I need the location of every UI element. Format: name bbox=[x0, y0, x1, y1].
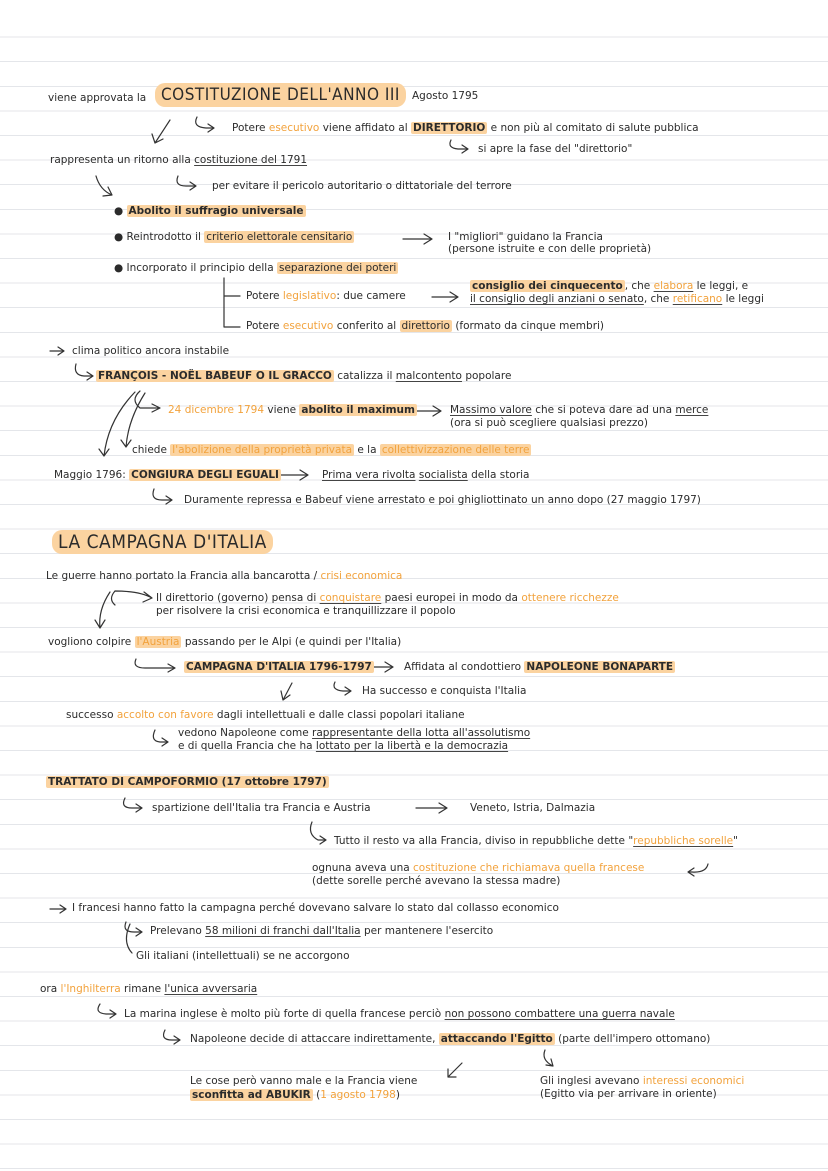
text: ognuna aveva una bbox=[312, 862, 410, 874]
egypt-line bbox=[190, 1033, 710, 1046]
highlight: abolito il maximum bbox=[301, 404, 415, 416]
defeat-line: Le cose però vanno male e la Francia viene bbox=[190, 1075, 418, 1087]
partition-line: spartizione dell'Italia tra Francia e Austria bbox=[152, 802, 371, 814]
text: repubbliche sorelle bbox=[633, 835, 734, 847]
text: costituzione del 1791 bbox=[194, 154, 308, 166]
text: Maggio 1796: bbox=[54, 469, 126, 481]
egypt-route: (Egitto via per arrivare in oriente) bbox=[540, 1088, 717, 1100]
council-500 bbox=[470, 280, 748, 293]
french-reason: I francesi hanno fatto la campagna perché dovevano salvare lo stato dal collasso economico bbox=[72, 902, 559, 914]
text: Potere bbox=[246, 290, 280, 302]
section-title-italy: LA CAMPAGNA D'ITALIA bbox=[52, 530, 273, 554]
text: (formato da cinque membri) bbox=[455, 320, 605, 332]
highlight: NAPOLEONE BONAPARTE bbox=[526, 661, 674, 673]
text: Incorporato il principio della bbox=[126, 262, 274, 274]
francs-line bbox=[150, 925, 493, 938]
directory-phase: si apre la fase del "direttorio" bbox=[478, 143, 633, 155]
text: esecutivo bbox=[268, 122, 320, 134]
austria-line bbox=[48, 636, 401, 649]
text: chiede bbox=[132, 444, 167, 456]
text: popolare bbox=[465, 370, 512, 382]
text: elabora bbox=[653, 280, 694, 292]
highlight: collettivizzazione delle terre bbox=[381, 444, 530, 456]
text: Massimo valore bbox=[450, 404, 532, 416]
text: legislativo bbox=[282, 290, 337, 302]
text: Prelevano bbox=[150, 925, 202, 937]
text: 24 dicembre 1794 bbox=[168, 404, 265, 416]
first-revolt bbox=[322, 469, 530, 482]
text: 1 agosto 1798 bbox=[320, 1089, 396, 1101]
napoleon-view bbox=[178, 727, 530, 740]
text: della storia bbox=[471, 469, 530, 481]
highlight: consiglio dei cinquecento bbox=[472, 280, 623, 292]
directory-plan bbox=[156, 592, 619, 605]
text: e di quella Francia che ha bbox=[178, 740, 313, 752]
text: ( bbox=[316, 1089, 321, 1101]
italians-notice: Gli italiani (intellettuali) se ne accorgono bbox=[136, 950, 350, 962]
text: catalizza il bbox=[337, 370, 393, 382]
welcomed-line bbox=[66, 709, 465, 722]
text: Gli inglesi avevano bbox=[540, 1075, 640, 1087]
text: , che bbox=[643, 293, 670, 305]
text: interessi economici bbox=[642, 1075, 745, 1087]
highlight: DIRETTORIO bbox=[413, 122, 486, 134]
highlight: direttorio bbox=[401, 320, 450, 332]
executive-line bbox=[232, 122, 699, 135]
text: successo bbox=[66, 709, 114, 721]
text: vogliono colpire bbox=[48, 636, 132, 648]
text: passando per le Alpi (e quindi per l'Italia) bbox=[184, 636, 402, 648]
text: retificano bbox=[672, 293, 723, 305]
constitution-line bbox=[48, 92, 146, 105]
napoleon-view-2 bbox=[178, 740, 508, 753]
highlight: TRATTATO DI CAMPOFORMIO (17 ottobre 1797) bbox=[48, 776, 327, 788]
highlight: attaccando l'Egitto bbox=[440, 1033, 553, 1045]
text: rimane bbox=[124, 983, 162, 995]
text: per mantenere l'esercito bbox=[363, 925, 494, 937]
text: paesi europei in modo da bbox=[384, 592, 518, 604]
text: l'unica avversaria bbox=[164, 983, 258, 995]
text: viene bbox=[267, 404, 297, 416]
best-lead: I "migliori" guidano la Francia bbox=[448, 231, 603, 243]
directory-plan-2: per risolvere la crisi economica e tranquillizzare il popolo bbox=[156, 605, 456, 617]
highlight: CONGIURA DEGLI EGUALI bbox=[131, 469, 279, 481]
text: Napoleone decide di attaccare indirettamente, bbox=[190, 1033, 436, 1045]
text: e la bbox=[357, 444, 377, 456]
text: Tutto il resto va alla Francia, diviso in repubbliche dette " bbox=[334, 835, 634, 847]
text: Prima vera rivolta bbox=[322, 469, 416, 481]
napoleon-line bbox=[404, 661, 675, 674]
text: e non più al comitato di salute pubblica bbox=[490, 122, 699, 134]
bullet-census: ● Reintrodotto il criterio elettorale censitario bbox=[114, 231, 353, 243]
highlight: l'Austria bbox=[136, 636, 180, 648]
maximum-line bbox=[168, 404, 417, 417]
text: dagli intellettuali e dalle classi popolari italiane bbox=[216, 709, 465, 721]
text: accolto con favore bbox=[116, 709, 214, 721]
conspiracy-line bbox=[54, 469, 281, 482]
demands-line bbox=[132, 444, 531, 457]
repression-line: Duramente repressa e Babeuf viene arrestato e poi ghigliottinato un anno dopo (27 maggio 1797) bbox=[184, 494, 701, 506]
text: il consiglio degli anziani o senato bbox=[470, 293, 644, 305]
text: le leggi, e bbox=[696, 280, 749, 292]
maximum-def bbox=[450, 404, 708, 417]
success-line: Ha successo e conquista l'Italia bbox=[362, 685, 527, 697]
highlight: FRANÇOIS - NOËL BABEUF O IL GRACCO bbox=[98, 370, 332, 382]
text: ora bbox=[40, 983, 58, 995]
bullet-separation: ● Incorporato il principio della separazione dei poteri bbox=[114, 262, 397, 274]
navy-line bbox=[124, 1008, 675, 1021]
text: , che bbox=[624, 280, 651, 292]
england-line bbox=[40, 983, 257, 996]
text: rappresenta un ritorno alla bbox=[50, 154, 191, 166]
text: crisi economica bbox=[320, 570, 403, 582]
maximum-note: (ora si può scegliere qualsiasi prezzo) bbox=[450, 417, 648, 429]
wars-line bbox=[46, 570, 402, 583]
text: viene affidato al bbox=[322, 122, 408, 134]
terror-line: per evitare il pericolo autoritario o dittatoriale del terrore bbox=[212, 180, 512, 192]
text: Il direttorio (governo) pensa di bbox=[156, 592, 317, 604]
text: Potere bbox=[232, 122, 266, 134]
text: lottato per la libertà e la democrazia bbox=[315, 740, 509, 752]
text: costituzione che richiamava quella francese bbox=[413, 862, 645, 874]
highlight: Abolito il suffragio universale bbox=[128, 205, 304, 217]
text: socialista bbox=[418, 469, 468, 481]
text: La marina inglese è molto più forte di quella francese perciò bbox=[124, 1008, 442, 1020]
campoformio-title bbox=[46, 776, 329, 789]
best-lead-note: (persone istruite e con delle proprietà) bbox=[448, 243, 652, 255]
text: ) bbox=[395, 1089, 400, 1101]
english-interests bbox=[540, 1075, 744, 1088]
text: ottenere ricchezze bbox=[521, 592, 619, 604]
highlight: l'abolizione della proprietà privata bbox=[172, 444, 353, 456]
text: merce bbox=[675, 404, 709, 416]
text: non possono combattere una guerra navale bbox=[444, 1008, 675, 1020]
text: vedono Napoleone come bbox=[178, 727, 309, 739]
return-line bbox=[50, 154, 307, 167]
text: Le guerre hanno portato la Francia alla bancarotta / bbox=[46, 570, 318, 582]
constitution-title: COSTITUZIONE DELL'ANNO III bbox=[155, 83, 406, 107]
text: Reintrodotto il bbox=[126, 231, 201, 243]
austria-territories: Veneto, Istria, Dalmazia bbox=[470, 802, 596, 814]
text: viene approvata la bbox=[48, 92, 147, 104]
text: l'Inghilterra bbox=[60, 983, 121, 995]
highlight: separazione dei poteri bbox=[278, 262, 397, 274]
highlight: sconfitta ad ABUKIR bbox=[192, 1089, 311, 1101]
text: conferito al bbox=[336, 320, 397, 332]
text: malcontento bbox=[395, 370, 462, 382]
text: 58 milioni di franchi dall'Italia bbox=[205, 925, 361, 937]
text: rappresentante della lotta all'assolutismo bbox=[312, 727, 531, 739]
text: conquistare bbox=[319, 592, 382, 604]
constitution-note bbox=[312, 862, 644, 875]
constitution-date: Agosto 1795 bbox=[412, 90, 479, 102]
text: che si poteva dare ad una bbox=[535, 404, 673, 416]
babeuf-line bbox=[96, 370, 511, 383]
text: " bbox=[733, 835, 738, 847]
text: (parte dell'impero ottomano) bbox=[558, 1033, 711, 1045]
sister-republics bbox=[334, 835, 738, 848]
text: Affidata al condottiero bbox=[404, 661, 522, 673]
executive-power bbox=[246, 320, 604, 333]
campaign-line bbox=[184, 661, 374, 674]
highlight: CAMPAGNA D'ITALIA 1796-1797 bbox=[186, 661, 372, 673]
text: Potere bbox=[246, 320, 280, 332]
council-elders bbox=[470, 293, 764, 306]
legislative-power bbox=[246, 290, 406, 303]
abukir-line bbox=[190, 1089, 400, 1102]
highlight: criterio elettorale censitario bbox=[206, 231, 353, 243]
bullet-suffrage: ● Abolito il suffragio universale bbox=[114, 205, 304, 217]
text: : due camere bbox=[336, 290, 406, 302]
text: esecutivo bbox=[282, 320, 334, 332]
political-climate: clima politico ancora instabile bbox=[72, 345, 230, 357]
sisters-note: (dette sorelle perché avevano la stessa madre) bbox=[312, 875, 561, 887]
text: le leggi bbox=[725, 293, 764, 305]
